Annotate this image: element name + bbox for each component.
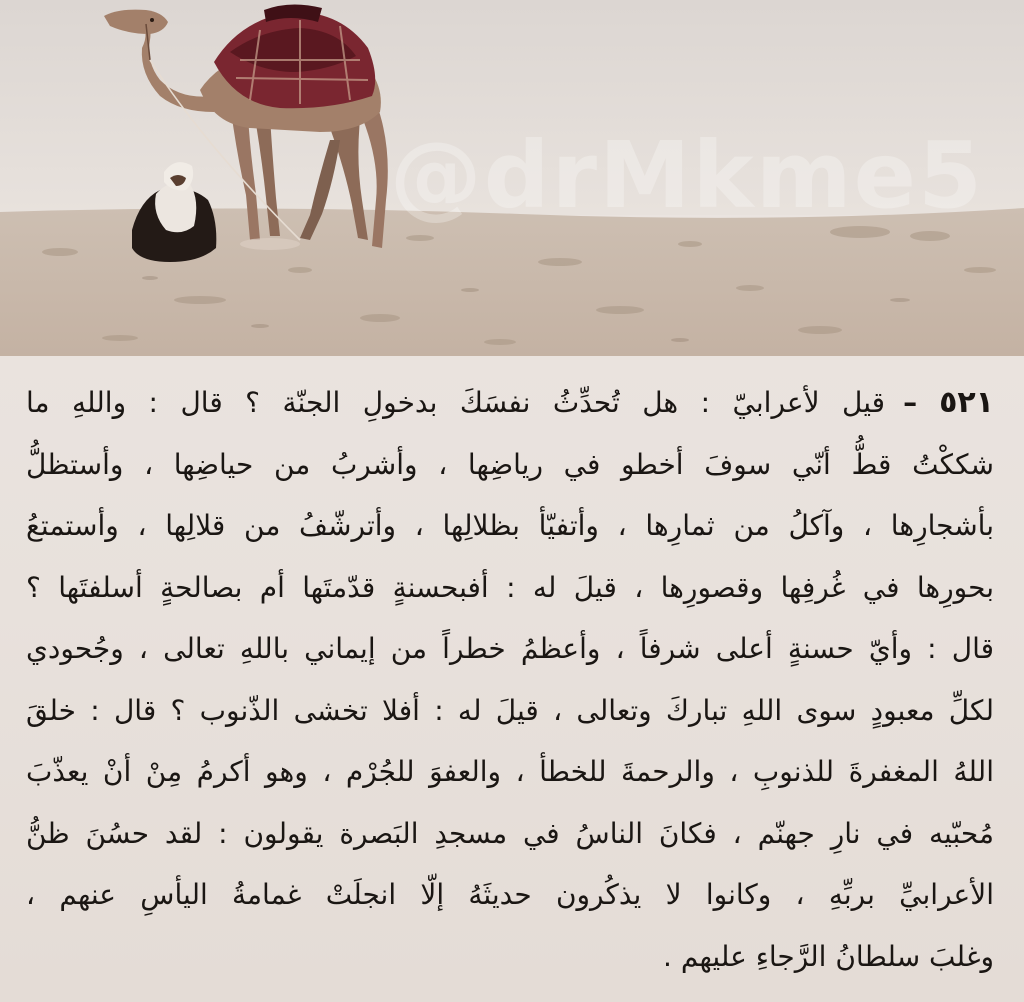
camel-photo bbox=[0, 0, 1024, 356]
anecdote-text bbox=[26, 372, 994, 987]
text-line-last: وغلبَ سلطانُ الرَّجاءِ عليهم . bbox=[663, 939, 994, 973]
text-line: شككْتُ قطُّ أنّي سوفَ أخطو في رياضِها ، وأشربُ من حياضِها ، وأستظلُّ bbox=[26, 447, 994, 481]
text-line bbox=[26, 372, 994, 434]
text-line: الأعرابيِّ بربِّهِ ، وكانوا لا يذكُرون حديثَهُ إلّا انجلَتْ غمامةُ اليأسِ عنهم ، bbox=[26, 878, 994, 911]
text-line: لكلِّ معبودٍ سوى اللهِ تباركَ وتعالى ، قيلَ له : أفلا تخشى الذّنوب ؟ قال : خلقَ bbox=[26, 693, 994, 727]
watermark-text: @drMkme5 bbox=[389, 122, 984, 229]
line-text: قيل لأعرابيّ : هل تُحدِّثُ نفسَكَ بدخولِ الجنّة ؟ قال : واللهِ ما bbox=[26, 386, 886, 419]
text-line: قال : وأيّ حسنةٍ أعلى شرفاً ، وأعظمُ خطراً من إيماني باللهِ تعالى ، وجُحودي bbox=[26, 632, 994, 665]
entry-dash: – bbox=[903, 386, 918, 419]
text-line: بأشجارِها ، وآكلُ من ثمارِها ، وأتفيّأ بظلالِها ، وأترشّفُ من قلالِها ، وأستمتعُ bbox=[26, 509, 994, 542]
text-line: اللهُ المغفرةَ للذنوبِ ، والرحمةَ للخطأ ، والعفوَ للجُرْم ، وهو أكرمُ مِنْ أنْ يعذّبَ bbox=[26, 755, 994, 788]
text-line: بحورِها في غُرفِها وقصورِها ، قيلَ له : أفبحسنةٍ قدّمتَها أم بصالحةٍ أسلفتَها ؟ bbox=[26, 570, 994, 604]
entry-number: ٥٢١ bbox=[939, 385, 994, 420]
text-line: مُحبّيه في نارِ جهنّم ، فكانَ الناسُ في مسجدِ البَصرة يقولون : لقد حسُنَ ظنُّ bbox=[26, 816, 994, 850]
